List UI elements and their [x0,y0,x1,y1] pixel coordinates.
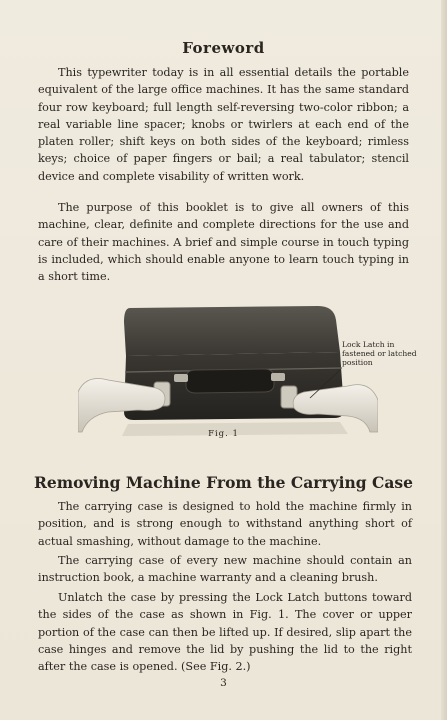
removing-paragraph-1: The carrying case is designed to hold the machine firmly in position, and is strong enough to withstand anything short of actual smashing, without damage to the machine. [38,500,412,548]
page-number: 3 [220,677,227,689]
carrying-case-illustration [78,300,378,450]
lock-latch-callout: Lock Latch in fastened or latched position [342,340,417,367]
page-edge [441,0,447,720]
removing-heading: Removing Machine From the Carrying Case [33,473,413,492]
figure-caption: Fig. 1 [208,429,239,439]
foreword-heading: Foreword [182,39,265,57]
foreword-paragraph-2: The purpose of this booklet is to give all owners of this machine, clear, definite and complete directions for the use and care of their machines. A brief and simple course in touch typing is included, which should enable anyone to learn touch typing in a short time. [38,201,409,284]
removing-paragraph-3: Unlatch the case by pressing the Lock Latch buttons toward the sides of the case as shown in Fig. 1. The cover or upper portion of the case can then be lifted up. If desired, slip apart the case hinges and remove the lid by pushing the lid to the right after the case is opened. (See Fig. 2.) [38,591,412,674]
carrying-case-photo [78,300,378,450]
removing-paragraph-2: The carrying case of every new machine should contain an instruction book, a machine warranty and a cleaning brush. [38,554,412,585]
foreword-paragraph-1: This typewriter today is in all essential details the portable equivalent of the large office machines. It has the same standard four row keyboard; full length self-reversing two-color ribbon; a real variable line spacer; knobs or twirlers at each end of the platen roller; shift keys on both sides of the keyboard; rimless keys; choice of paper fingers or bail; a real tabulator; stencil device and complete visability of written work. [38,66,409,183]
